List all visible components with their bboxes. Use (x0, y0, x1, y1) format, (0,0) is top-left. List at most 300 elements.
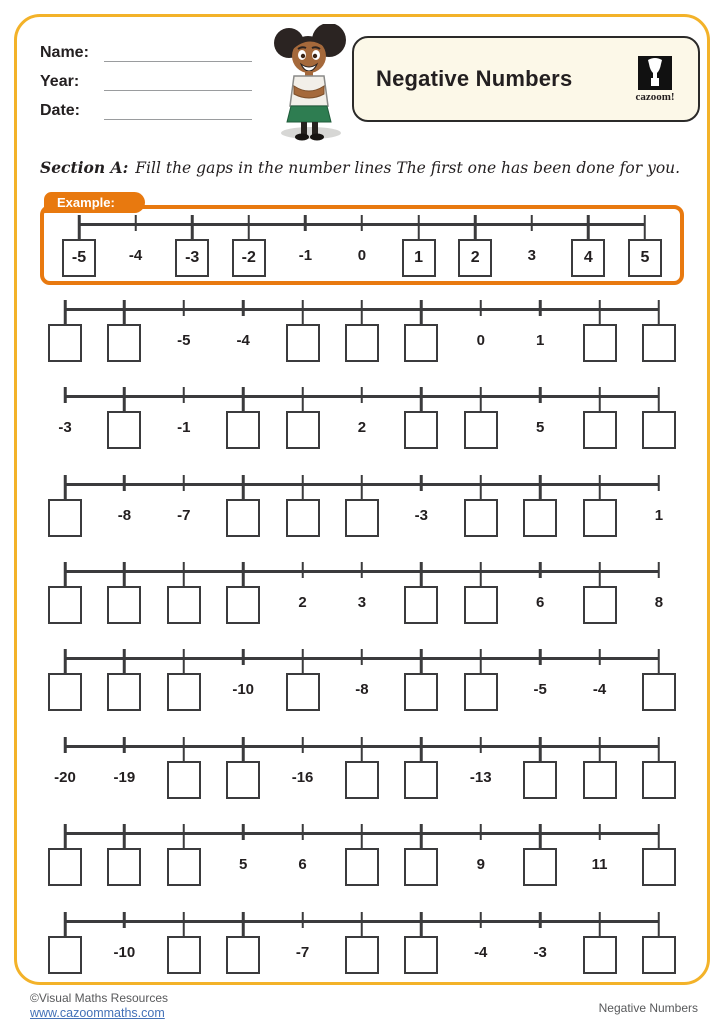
tick-mark (242, 562, 245, 587)
numberline-position-boxed (511, 735, 569, 805)
numberline-position-boxed (36, 560, 94, 630)
numberline-position-label (95, 735, 153, 805)
answer-box[interactable] (345, 761, 379, 799)
tick-mark (420, 475, 423, 491)
numberline-position-boxed (155, 735, 213, 805)
tick-mark (361, 215, 364, 231)
numberline-position-label (511, 385, 569, 455)
numberline-position-boxed (452, 385, 510, 455)
answer-box[interactable] (583, 936, 617, 974)
answer-box[interactable] (464, 673, 498, 711)
tick-mark (539, 824, 542, 849)
tick-mark (539, 562, 542, 578)
numberline-position-label (630, 473, 688, 543)
footer-left (30, 991, 168, 1021)
answer-box[interactable] (167, 936, 201, 974)
numberline-position-label (452, 910, 510, 980)
answer-box[interactable] (404, 411, 438, 449)
name-input-line[interactable] (104, 45, 252, 62)
answer-box[interactable] (464, 586, 498, 624)
answer-box[interactable] (464, 499, 498, 537)
tick-mark (361, 912, 364, 937)
numberline-position-label (278, 213, 332, 283)
numberline-position-boxed (214, 735, 272, 805)
numberline-position-boxed (392, 385, 450, 455)
answer-box[interactable] (286, 324, 320, 362)
numberline-position-boxed (155, 822, 213, 892)
number-label: -5 (533, 681, 547, 698)
numberline-position-label (36, 385, 94, 455)
number-line-5 (36, 647, 688, 719)
answer-box[interactable] (48, 324, 82, 362)
number-label: -20 (54, 769, 76, 786)
number-label: 3 (357, 594, 367, 611)
worksheet-title-box (352, 36, 700, 122)
number-label: -1 (177, 419, 191, 436)
numberline-position-label (511, 560, 569, 630)
numberline-position-boxed (95, 385, 153, 455)
numberline-position-boxed (333, 473, 391, 543)
answer-box[interactable]: -2 (232, 239, 266, 277)
numberline-position-label (155, 298, 213, 368)
tick-mark (598, 387, 601, 412)
number-label: -10 (113, 944, 136, 961)
numberline-position-label (505, 213, 559, 283)
numberline-position-boxed (571, 560, 629, 630)
numberline-position-boxed (511, 822, 569, 892)
answer-box[interactable] (107, 586, 141, 624)
numberline-position-boxed (630, 385, 688, 455)
number-line-1 (36, 298, 688, 370)
numberline-position-boxed (630, 298, 688, 368)
answer-box[interactable] (48, 936, 82, 974)
answer-box[interactable] (583, 324, 617, 362)
answer-box[interactable] (523, 761, 557, 799)
number-label: 3 (527, 247, 536, 264)
tick-mark (658, 737, 661, 762)
numberline-position-label (392, 473, 450, 543)
number-label: 6 (535, 594, 545, 611)
numberline-position-label (274, 735, 332, 805)
number-line-4 (36, 560, 688, 632)
tick-mark (134, 215, 137, 231)
tick-mark (301, 387, 304, 412)
answer-box[interactable] (48, 586, 82, 624)
tick-mark (242, 912, 245, 937)
numberline-position-boxed (95, 560, 153, 630)
answer-box[interactable] (286, 673, 320, 711)
example-cells (52, 213, 672, 283)
tick-mark (123, 824, 126, 849)
numberline-position-label (571, 822, 629, 892)
numberline-position-boxed (333, 298, 391, 368)
tick-mark (420, 300, 423, 325)
numberline-position-label (214, 647, 272, 717)
numberline-position-label (511, 298, 569, 368)
number-label: -5 (177, 332, 191, 349)
tick-mark (242, 824, 245, 840)
tick-mark (479, 300, 482, 316)
numberline-position-label (511, 647, 569, 717)
answer-box[interactable] (107, 848, 141, 886)
tick-mark (123, 475, 126, 491)
tick-mark (242, 737, 245, 762)
numberline-position-boxed (95, 647, 153, 717)
numberline-position-label (452, 822, 510, 892)
year-label: Year: (40, 73, 80, 90)
tick-mark (539, 737, 542, 762)
numberline-position-boxed (214, 560, 272, 630)
date-input-line[interactable] (104, 103, 252, 120)
number-label: 6 (298, 856, 307, 873)
year-input-line[interactable] (104, 74, 252, 91)
tick-mark (479, 649, 482, 674)
numberline-position-boxed (511, 473, 569, 543)
tick-mark (248, 215, 251, 240)
answer-box[interactable] (226, 499, 260, 537)
tick-mark (658, 649, 661, 674)
cazoom-logo (624, 56, 686, 103)
numberline-position-label (335, 213, 389, 283)
answer-box[interactable] (523, 848, 557, 886)
copyright-text: ©Visual Maths Resources (30, 991, 169, 1005)
answer-box[interactable] (404, 848, 438, 886)
number-label: -4 (128, 247, 143, 264)
numberline-position-label (155, 385, 213, 455)
tick-mark (539, 387, 542, 403)
numberline-position-label (333, 560, 391, 630)
answer-box[interactable]: 5 (628, 239, 662, 277)
tick-mark (658, 387, 661, 412)
numberline-position-label (214, 822, 272, 892)
tick-mark (420, 824, 423, 849)
number-label: -3 (58, 419, 72, 436)
date-label: Date: (40, 102, 81, 119)
tick-mark (304, 215, 307, 231)
numberline-position-label (274, 822, 332, 892)
numberline-position-boxed (630, 735, 688, 805)
answer-box[interactable] (345, 848, 379, 886)
tick-mark (539, 649, 542, 665)
tick-mark (301, 912, 304, 928)
website-link[interactable]: www.cazoommaths.com (30, 1006, 165, 1020)
number-line-7 (36, 822, 688, 894)
numberline-position-label (333, 385, 391, 455)
tick-mark (420, 737, 423, 762)
numberline-position-boxed (392, 213, 446, 283)
numberline-position-boxed (392, 298, 450, 368)
numberline-position-boxed (333, 735, 391, 805)
tick-mark (64, 562, 67, 587)
tick-mark (361, 387, 364, 403)
tick-mark (183, 649, 186, 674)
number-label: 2 (298, 594, 307, 611)
tick-mark (644, 215, 647, 240)
tick-mark (658, 824, 661, 849)
numberline-position-boxed (452, 473, 510, 543)
tick-mark (64, 649, 67, 674)
tick-mark (479, 824, 482, 840)
answer-box[interactable] (167, 761, 201, 799)
numberline-position-boxed (214, 473, 272, 543)
numberline-position-boxed (95, 298, 153, 368)
answer-box[interactable] (226, 761, 260, 799)
answer-box[interactable] (107, 411, 141, 449)
numberline-position-boxed (571, 473, 629, 543)
number-label: -3 (533, 944, 547, 961)
answer-box[interactable] (48, 673, 82, 711)
tick-mark (64, 737, 67, 753)
numberline-position-label (511, 910, 569, 980)
numberline-position-label (109, 213, 163, 283)
answer-box[interactable] (286, 499, 320, 537)
answer-box[interactable] (167, 848, 201, 886)
numberline-position-boxed (392, 822, 450, 892)
answer-box[interactable] (107, 324, 141, 362)
numberline-position-boxed (571, 735, 629, 805)
section-a-label: Section A: (40, 158, 129, 177)
schoolgirl-illustration (264, 24, 360, 142)
numberline-position-boxed (214, 910, 272, 980)
tick-mark (479, 737, 482, 753)
numberline-position-label (571, 647, 629, 717)
numberline-position-label (452, 298, 510, 368)
answer-box[interactable] (642, 324, 676, 362)
tick-mark (598, 737, 601, 762)
numberline-position-boxed (36, 647, 94, 717)
numberline-position-boxed (571, 910, 629, 980)
tick-mark (123, 562, 126, 587)
tick-mark (420, 912, 423, 937)
tick-mark (361, 562, 364, 578)
number-label: -8 (355, 681, 369, 698)
date-field (40, 98, 252, 120)
tick-mark (64, 475, 67, 500)
number-line-3 (36, 473, 688, 545)
tick-mark (183, 912, 186, 937)
number-label: -8 (117, 507, 132, 524)
tick-mark (361, 737, 364, 762)
tick-mark (361, 475, 364, 500)
section-a-text: Fill the gaps in the number lines The first one has been done for you. (135, 159, 681, 177)
answer-box[interactable] (226, 586, 260, 624)
numberline-position-boxed (630, 910, 688, 980)
answer-box[interactable] (642, 936, 676, 974)
tick-mark (123, 387, 126, 412)
answer-box[interactable] (642, 761, 676, 799)
numberline-position-label (155, 473, 213, 543)
answer-box[interactable] (226, 936, 260, 974)
answer-box[interactable] (523, 499, 557, 537)
numberline-position-boxed (618, 213, 672, 283)
schoolgirl-svg (264, 24, 360, 142)
tick-mark (531, 215, 534, 231)
tick-mark (183, 387, 186, 403)
number-label: 2 (357, 419, 367, 436)
tick-mark (242, 300, 245, 316)
answer-box[interactable] (583, 761, 617, 799)
tick-mark (123, 649, 126, 674)
tick-mark (301, 824, 304, 840)
tick-mark (242, 387, 245, 412)
numberline-position-boxed (274, 385, 332, 455)
numberline-position-boxed (36, 910, 94, 980)
tick-mark (539, 475, 542, 500)
tick-mark (242, 649, 245, 665)
number-label: -4 (236, 332, 250, 349)
answer-box[interactable] (404, 673, 438, 711)
numberline-position-boxed (630, 647, 688, 717)
tick-mark (598, 300, 601, 325)
tick-mark (598, 649, 601, 665)
answer-box[interactable] (167, 586, 201, 624)
tick-mark (64, 824, 67, 849)
answer-box[interactable] (404, 936, 438, 974)
answer-box[interactable]: -5 (62, 239, 96, 277)
tick-mark (78, 215, 81, 240)
numberline-position-boxed (274, 298, 332, 368)
tick-mark (587, 215, 590, 240)
numberline-position-label (333, 647, 391, 717)
tick-mark (123, 300, 126, 325)
numberline-position-label (630, 560, 688, 630)
numberline-position-boxed (392, 735, 450, 805)
tick-mark (479, 912, 482, 928)
answer-box[interactable] (48, 499, 82, 537)
numberline-position-boxed (155, 647, 213, 717)
answer-box[interactable] (345, 936, 379, 974)
numberline-position-label (214, 298, 272, 368)
answer-box[interactable]: 4 (571, 239, 605, 277)
answer-box[interactable] (583, 586, 617, 624)
tick-mark (64, 300, 67, 325)
answer-box[interactable] (642, 411, 676, 449)
answer-box[interactable]: -3 (175, 239, 209, 277)
number-label: 5 (239, 856, 248, 873)
numberline-position-label (36, 735, 94, 805)
tick-mark (420, 387, 423, 412)
number-label: 8 (654, 594, 664, 611)
numberline-position-label (95, 473, 153, 543)
tick-mark (183, 300, 186, 316)
numberline-position-boxed (52, 213, 106, 283)
example-box (40, 205, 684, 285)
numberline-position-boxed (571, 385, 629, 455)
tick-mark (479, 562, 482, 587)
tick-mark (417, 215, 420, 240)
number-label: -3 (414, 507, 429, 524)
number-label: -1 (298, 247, 313, 264)
tick-mark (598, 912, 601, 937)
number-line-2 (36, 385, 688, 457)
numberline-position-boxed (571, 298, 629, 368)
tick-mark (658, 562, 661, 578)
numberline-position-boxed (392, 560, 450, 630)
numberline-position-label (274, 560, 332, 630)
answer-box[interactable] (226, 411, 260, 449)
tick-mark (361, 300, 364, 325)
numberline-position-boxed (392, 910, 450, 980)
number-label: -4 (592, 681, 607, 698)
number-label: 11 (591, 856, 608, 873)
tick-mark (658, 300, 661, 325)
numberline-position-boxed (452, 560, 510, 630)
numberline-position-label (95, 910, 153, 980)
tick-mark (539, 912, 542, 928)
answer-box[interactable] (404, 324, 438, 362)
answer-box[interactable] (48, 848, 82, 886)
answer-box[interactable] (345, 499, 379, 537)
tick-mark (658, 912, 661, 937)
number-label: 0 (357, 247, 367, 264)
number-label: -13 (469, 769, 492, 786)
tick-mark (183, 824, 186, 849)
number-label: -10 (232, 681, 255, 698)
tick-mark (598, 824, 601, 840)
answer-box[interactable]: 2 (458, 239, 492, 277)
tick-mark (242, 475, 245, 500)
numberline-position-boxed (448, 213, 502, 283)
tick-mark (301, 737, 304, 753)
numberline-position-boxed (214, 385, 272, 455)
numberline-position-boxed (36, 822, 94, 892)
answer-box[interactable] (642, 848, 676, 886)
numberline-position-boxed (630, 822, 688, 892)
name-label: Name: (40, 44, 89, 61)
tick-mark (420, 649, 423, 674)
answer-box[interactable] (404, 761, 438, 799)
answer-box[interactable] (404, 586, 438, 624)
answer-box[interactable] (583, 411, 617, 449)
numberline-position-boxed (155, 560, 213, 630)
numberline-position-boxed (452, 647, 510, 717)
numberline-position-boxed (95, 822, 153, 892)
tick-mark (598, 562, 601, 587)
example-tab: Example: (44, 192, 145, 213)
name-field (40, 40, 252, 62)
answer-box[interactable] (345, 324, 379, 362)
number-label: 1 (654, 507, 664, 524)
tick-mark (183, 737, 186, 762)
number-label: -4 (474, 944, 488, 961)
answer-box[interactable] (642, 673, 676, 711)
numberline-position-boxed (392, 647, 450, 717)
answer-box[interactable] (167, 673, 201, 711)
tick-mark (539, 300, 542, 316)
number-label: -7 (177, 507, 191, 524)
answer-box[interactable] (107, 673, 141, 711)
numberline-position-boxed (333, 910, 391, 980)
tick-mark (183, 562, 186, 587)
example-numberline (52, 213, 672, 285)
tick-mark (361, 824, 364, 849)
tick-mark (474, 215, 477, 240)
numberline-position-boxed (333, 822, 391, 892)
numberline-position-boxed (561, 213, 615, 283)
tick-mark (301, 475, 304, 500)
numberline-position-boxed (274, 647, 332, 717)
numberline-position-label (274, 910, 332, 980)
number-label: 5 (535, 419, 545, 436)
numberline-position-boxed (36, 298, 94, 368)
answer-box[interactable] (286, 411, 320, 449)
answer-box[interactable] (583, 499, 617, 537)
answer-box[interactable] (464, 411, 498, 449)
answer-box[interactable]: 1 (402, 239, 436, 277)
numberline-position-boxed (155, 910, 213, 980)
number-label: 9 (476, 856, 485, 873)
numberline-position-boxed (165, 213, 219, 283)
